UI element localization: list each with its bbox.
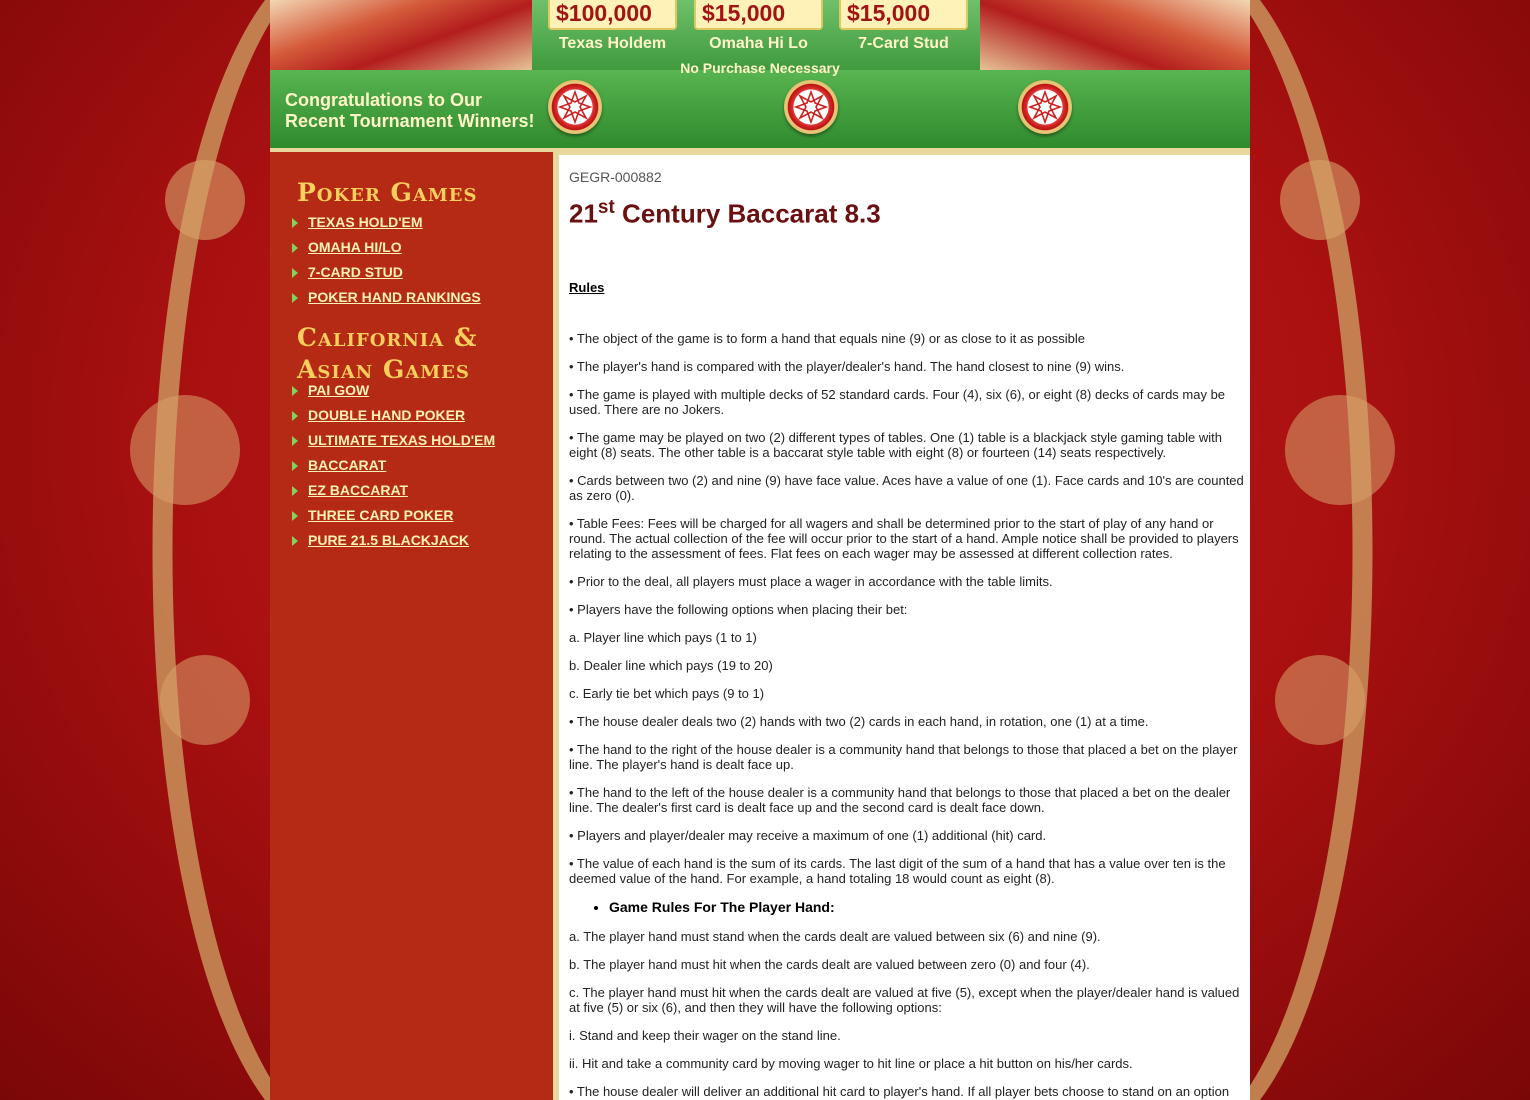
nav-item xyxy=(290,260,481,285)
rule-paragraph: b. The player hand must hit when the cards dealt are valued between zero (0) and four (4). xyxy=(569,956,1090,972)
rule-paragraph: • The house dealer will deliver an additional hit card to player's hand. If all player bets choose to stand on an option xyxy=(569,1083,1230,1099)
no-purchase-note: No Purchase Necessary xyxy=(680,60,840,76)
rule-paragraph: c. The player hand must hit when the cards dealt are valued at five (5), except when the player/dealer hand is valued at five (5) or six (6), and then they will have the following options: xyxy=(569,984,1240,1015)
subheading-list xyxy=(609,899,1244,915)
nav-link-baccarat[interactable]: BACCARAT xyxy=(308,457,387,473)
prize-amount: $100,000 xyxy=(548,0,677,30)
congrats-line-1: Congratulations to Our xyxy=(285,90,482,110)
flower-medallion-icon[interactable] xyxy=(784,80,838,134)
player-hand-rules xyxy=(569,929,1244,1099)
nav-link-ez-baccarat[interactable]: EZ BACCARAT xyxy=(308,482,409,498)
rule-paragraph: • The hand to the right of the house dealer is a community hand that belongs to those that placed a bet on the player line. The player's hand is dealt face up. xyxy=(569,741,1238,772)
rules-body xyxy=(569,331,1244,886)
rule-paragraph: • The hand to the left of the house dealer is a community hand that belongs to those that placed a bet on the dealer line. The dealer's first card is dealt face up and the second card is dealt face down. xyxy=(569,784,1231,815)
prize-amount: $15,000 xyxy=(694,0,823,30)
nav-link-pure-21-5-blackjack[interactable]: PURE 21.5 BLACKJACK xyxy=(308,532,470,548)
nav-link-hand-rankings[interactable]: POKER HAND RANKINGS xyxy=(308,289,481,305)
nav-item xyxy=(290,503,495,528)
prize-amount: $15,000 xyxy=(839,0,968,30)
rule-paragraph: ii. Hit and take a community card by moving wager to hit line or place a hit button on his/her cards. xyxy=(569,1055,1133,1071)
rule-paragraph: • Prior to the deal, all players must place a wager in accordance with the table limits. xyxy=(569,573,1053,589)
prize-game: Omaha Hi Lo xyxy=(709,35,808,52)
congrats-text[interactable] xyxy=(285,90,535,132)
title-superscript: st xyxy=(597,197,615,218)
heading-line-1: California & xyxy=(297,323,478,352)
prize-game: 7-Card Stud xyxy=(858,35,949,52)
prize-texas-holdem xyxy=(540,0,685,53)
winners-bar xyxy=(270,70,1250,152)
rule-paragraph: a. The player hand must stand when the cards dealt are valued between six (6) and nine (9). xyxy=(569,928,1101,944)
prize-game: Texas Holdem xyxy=(558,35,667,52)
title-number: 21 xyxy=(569,198,598,229)
nav-link-omaha[interactable]: OMAHA HI/LO xyxy=(308,239,402,255)
nav-link-pai-gow[interactable]: PAI GOW xyxy=(308,382,370,398)
rule-paragraph: c. Early tie bet which pays (9 to 1) xyxy=(569,685,765,701)
nav-item xyxy=(290,285,481,310)
document-code: GEGR-000882 xyxy=(569,169,662,185)
rule-paragraph: • Cards between two (2) and nine (9) have face value. Aces have a value of one (1). Face cards and 10's are counted as zero (0). xyxy=(569,472,1244,503)
sidebar xyxy=(270,152,553,1100)
nav-item xyxy=(290,210,481,235)
flower-medallion-icon[interactable] xyxy=(548,80,602,134)
rule-paragraph: i. Stand and keep their wager on the stand line. xyxy=(569,1027,841,1043)
nav-item xyxy=(290,453,495,478)
rule-paragraph: b. Dealer line which pays (19 to 20) xyxy=(569,657,773,673)
rule-paragraph: • Table Fees: Fees will be charged for all wagers and shall be determined prior to the start of play of any hand or round. The actual collection of the fee will occur prior to the start of a hand. Ample notice shall be provided to players relating to the assessment of fees. Flat fees on each wager may be assessed at different collection rates. xyxy=(569,515,1239,561)
rule-paragraph: • The player's hand is compared with the player/dealer's hand. The hand closest to nine (9) wins. xyxy=(569,358,1125,374)
page-wrapper xyxy=(270,0,1250,1100)
nav-item xyxy=(290,235,481,260)
nav-link-7-card-stud[interactable]: 7-CARD STUD xyxy=(308,264,403,280)
nav-item xyxy=(290,528,495,553)
rule-paragraph: • The object of the game is to form a hand that equals nine (9) or as close to it as possible xyxy=(569,330,1085,346)
nav-link-double-hand-poker[interactable]: DOUBLE HAND POKER xyxy=(308,407,466,423)
nav-item xyxy=(290,378,495,403)
rule-paragraph: • The value of each hand is the sum of its cards. The last digit of the sum of a hand that has a value over ten is the deemed value of the hand. For example, a hand totaling 18 would count as eight (8). xyxy=(569,855,1226,886)
rules-heading: Rules xyxy=(569,279,605,295)
heading-line-2: Asian Games xyxy=(297,355,470,384)
prize-7-card-stud xyxy=(831,0,976,53)
congrats-line-2: Recent Tournament Winners! xyxy=(285,111,535,131)
page-title xyxy=(569,197,1244,230)
title-text: Century Baccarat 8.3 xyxy=(614,198,881,229)
nav-link-three-card-poker[interactable]: THREE CARD POKER xyxy=(308,507,454,523)
nav-link-ultimate-texas-holdem[interactable]: ULTIMATE TEXAS HOLD'EM xyxy=(308,432,496,448)
nav-item xyxy=(290,428,495,453)
dragon-ornament-right-icon xyxy=(1230,0,1430,1100)
rule-paragraph: • The game is played with multiple decks of 52 standard cards. Four (4), six (6), or eight (8) decks of cards may be used. There are no Jokers. xyxy=(569,386,1226,417)
rule-paragraph: • The house dealer deals two (2) hands with two (2) cards in each hand, in rotation, one (1) at a time. xyxy=(569,713,1149,729)
poker-games-heading: Poker Games xyxy=(297,178,478,207)
nav-item xyxy=(290,478,495,503)
dragon-ornament-left-icon xyxy=(95,0,295,1100)
california-games-nav xyxy=(290,378,495,553)
nav-item xyxy=(290,403,495,428)
rule-paragraph: • Players and player/dealer may receive a maximum of one (1) additional (hit) card. xyxy=(569,827,1047,843)
nav-link-texas-holdem[interactable]: TEXAS HOLD'EM xyxy=(308,214,423,230)
prize-omaha xyxy=(686,0,831,53)
rule-paragraph: • The game may be played on two (2) different types of tables. One (1) table is a blackjack style gaming table with eight (8) seats. The other table is a baccarat style table with eight (8) or fourteen (14) seats respectively. xyxy=(569,429,1222,460)
rule-paragraph: a. Player line which pays (1 to 1) xyxy=(569,629,757,645)
poker-games-nav xyxy=(290,210,481,310)
rule-paragraph: • Players have the following options when placing their bet: xyxy=(569,601,908,617)
flower-medallion-icon[interactable] xyxy=(1018,80,1072,134)
main-content xyxy=(559,152,1250,1100)
california-games-heading xyxy=(297,322,477,386)
player-hand-subheading: • Game Rules For The Player Hand: xyxy=(609,899,1244,915)
